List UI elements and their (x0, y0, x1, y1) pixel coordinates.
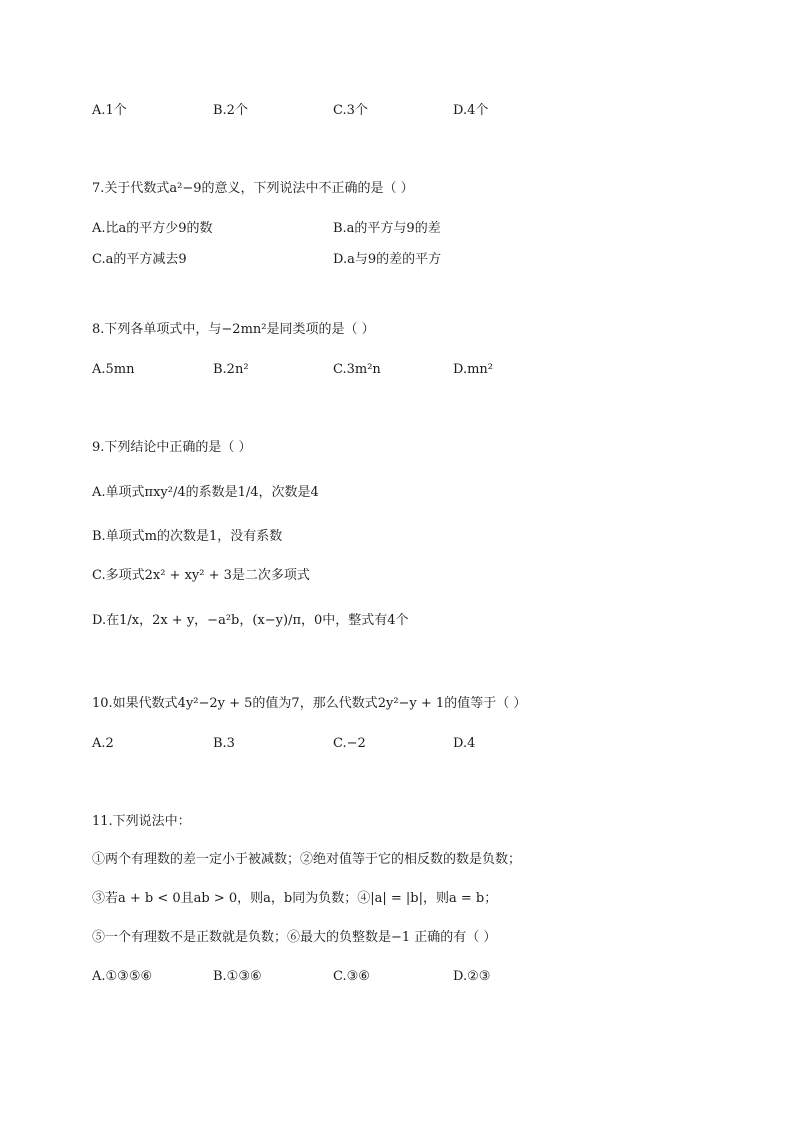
q7-stem: 7.关于代数式a²−9的意义，下列说法中不正确的是（ ） (92, 181, 414, 196)
q11-statement-line: ⑤一个有理数不是正数就是负数；⑥最大的负整数是−1 正确的有（ ） (92, 930, 497, 945)
q8-option-d: D.mn² (453, 362, 494, 377)
q9-option-d: D.在1/x，2x + y，−a²b，(x−y)/π，0中，整式有4个 (92, 613, 409, 628)
q10-option-a: A.2 (92, 736, 114, 751)
q7-option-d: D.a与9的差的平方 (333, 252, 442, 267)
q10-option-c: C.−2 (333, 736, 366, 751)
q6-option-a: A.1个 (92, 103, 127, 118)
q11-option-d: D.②③ (453, 969, 491, 984)
q8-option-c: C.3m²n (333, 362, 381, 377)
q9-option-b: B.单项式m的次数是1，没有系数 (92, 529, 283, 544)
q9-stem: 9.下列结论中正确的是（ ） (92, 440, 252, 455)
q11-option-a: A.①③⑤⑥ (92, 969, 153, 984)
q10-stem: 10.如果代数式4y²−2y + 5的值为7，那么代数式2y²−y + 1的值等于（ ） (92, 696, 527, 711)
q10-option-b: B.3 (213, 736, 235, 751)
q7-option-c: C.a的平方减去9 (92, 252, 187, 267)
q6-option-b: B.2个 (213, 103, 248, 118)
q7-option-b: B.a的平方与9的差 (333, 221, 441, 236)
q10-option-d: D.4 (453, 736, 476, 751)
q11-option-b: B.①③⑥ (213, 969, 262, 984)
q8-option-b: B.2n² (213, 362, 249, 377)
q6-option-d: D.4个 (453, 103, 489, 118)
q8-option-a: A.5mn (92, 362, 135, 377)
q11-statement-line: ③若a + b < 0且ab > 0，则a，b同为负数；④|a| = |b|，则a = b； (92, 891, 498, 906)
q6-option-c: C.3个 (333, 103, 368, 118)
q9-option-c: C.多项式2x² + xy² + 3是二次多项式 (92, 568, 310, 583)
q11-statement-line: ①两个有理数的差一定小于被减数；②绝对值等于它的相反数的数是负数； (92, 852, 522, 867)
q9-option-a: A.单项式πxy²/4的系数是1/4，次数是4 (92, 485, 319, 500)
q8-stem: 8.下列各单项式中，与−2mn²是同类项的是（ ） (92, 322, 375, 337)
q11-stem: 11.下列说法中： (92, 814, 191, 829)
q11-option-c: C.③⑥ (333, 969, 370, 984)
q7-option-a: A.比a的平方少9的数 (92, 221, 213, 236)
